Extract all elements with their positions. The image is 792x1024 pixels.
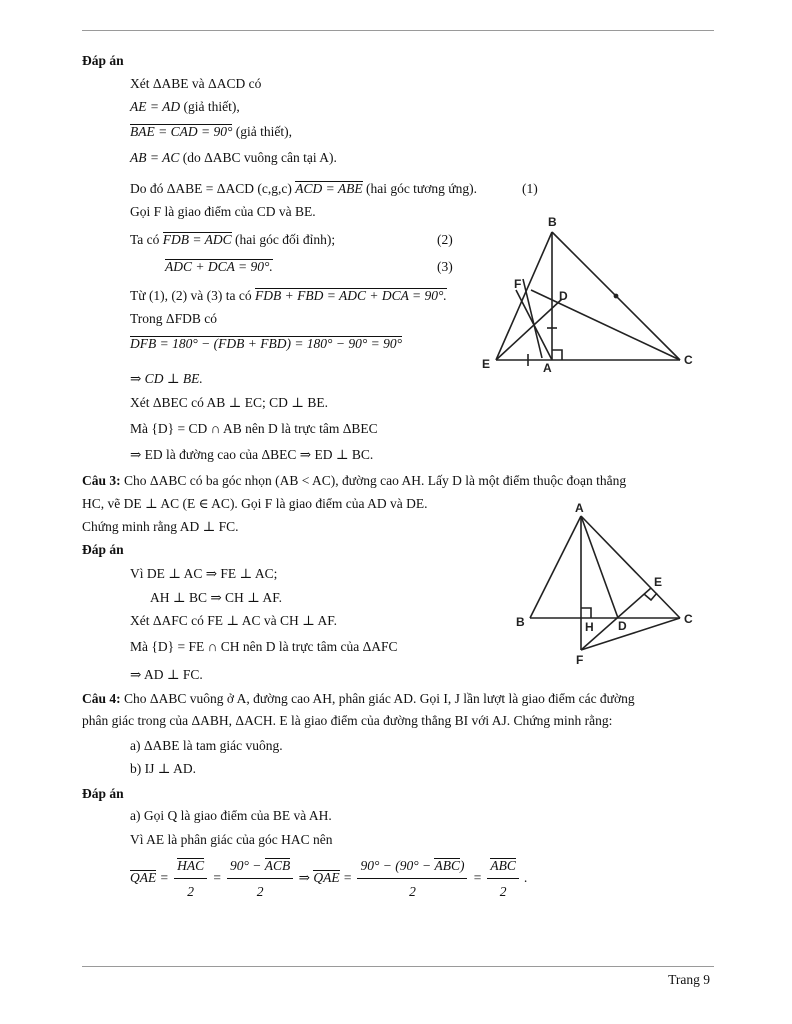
f-eq-3: = [342,870,353,886]
q4-title: Câu 4: [82,691,121,706]
f-eq-4: = [472,870,482,886]
eq-ae-ad: AE = AD [130,99,181,114]
q3-ans-4: Mà {D} = FE ∩ CH nên D là trực tâm của ΔAFC [130,639,398,654]
fig2-label-c: C [684,612,693,626]
q3-line-2: HC, vẽ DE ⊥ AC (E ∈ AC). Gọi F là giao điểm của AD và DE. [82,496,428,511]
f-den-2: 2 [256,884,264,899]
f-implies: ⇒ [298,870,310,886]
eq-angle: ACD = ABE [295,181,363,196]
eq-dfb: DFB = 180° − (FDB + FBD) = 180° − 90° = 90° [130,336,402,351]
eq-adc-dca: ADC + DCA = 90°. [165,259,273,274]
q4-line-1 [82,690,635,708]
answer-heading-1: Đáp án [82,53,124,68]
line-therefore [130,180,477,198]
fig1-label-a: A [543,361,552,375]
q4-ans-2: Vì AE là phân giác của góc HAC nên [130,832,333,847]
line-angles [130,123,292,141]
f-qae: QAE [130,870,157,886]
q4-part-b: b) IJ ⊥ AD. [130,761,196,776]
f-close: ) [459,858,465,873]
f-abc-2: ABC [490,858,516,873]
q3-text-1: Cho ΔABC có ba góc nhọn (AB < AC), đường cao AH. Lấy D là một điểm thuộc đoạn thẳng [124,473,627,488]
fig2-label-e: E [654,575,663,589]
tag-1: (1) [522,181,538,196]
f-frac-4 [487,856,519,902]
line-dfb [130,335,402,353]
line-ab-ac [130,149,337,167]
f-den-3: 2 [409,884,416,899]
note-given-2: (giả thiết), [235,124,292,139]
answer-heading-4: Đáp án [82,786,124,801]
eq-fdb-adc: FDB = ADC [162,232,232,247]
fig1-label-e: E [482,357,491,371]
text-we-have: Ta có [130,232,160,247]
f-dot: . [524,870,528,886]
q3-ans-5: ⇒ AD ⊥ FC. [130,667,203,682]
f-frac-1 [174,856,207,902]
q3-ans-2: AH ⊥ BC ⇒ CH ⊥ AF. [150,590,283,605]
f-acb: ACB [264,858,291,873]
line-ae-ad [130,98,240,116]
f-num3: 90° − (90° − [360,858,435,873]
answer-heading-3: Đáp án [82,542,124,557]
figure-triangle-abc [508,500,706,670]
q4-text-1: Cho ΔABC vuông ở A, đường cao AH, phân giác AD. Gọi I, J lần lượt là giao điểm các đường [124,691,635,706]
f-num2: 90° − [230,858,265,873]
f-qae-2: QAE [313,870,340,886]
line-let-f: Gọi F là giao điểm của CD và BE. [130,204,316,219]
f-eq-1: = [159,870,169,886]
f-den-4: 2 [499,884,507,899]
f-eq-2: = [212,870,222,886]
q4-line-2: phân giác trong của ΔABH, ΔACH. E là giao điểm của đường thẳng BI với AJ. Chứng minh rằng: [82,713,613,728]
f-hac: HAC [177,858,205,873]
note-corresponding: (hai góc tương ứng). [365,181,477,196]
fig1-label-c: C [684,353,693,367]
text-from: Từ (1), (2) và (3) ta có [130,288,252,303]
note-given: (giả thiết), [183,99,240,114]
fig2-label-h: H [585,620,594,634]
line-conclusion: ⇒ ED là đường cao của ΔBEC ⇒ ED ⊥ BC. [130,447,374,462]
eq-angles: BAE = CAD = 90° [130,124,233,139]
fig1-label-b: B [548,215,557,229]
bottom-rule [82,966,714,967]
q4-part-a: a) ΔABE là tam giác vuông. [130,738,283,753]
q3-title: Câu 3: [82,473,121,488]
line-adc-dca [165,258,273,276]
f-abc: ABC [434,858,460,873]
figure-triangle-bec [476,210,698,380]
page-number: Trang 9 [668,972,710,987]
q3-line-3: Chứng minh rằng AD ⊥ FC. [82,519,239,534]
note-isosceles: (do ΔABC vuông cân tại A). [182,150,337,165]
line-consider: Xét ΔABE và ΔACD có [130,76,262,91]
line-cd-perp [130,370,203,388]
line-consider-bec: Xét ΔBEC có AB ⊥ EC; CD ⊥ BE. [130,395,328,410]
fig2-label-f: F [576,653,584,667]
fig2-label-b: B [516,615,525,629]
formula-qae [130,856,528,902]
f-den-1: 2 [187,884,194,899]
eq-cd-perp: ⇒ CD ⊥ BE. [130,371,203,386]
f-frac-2 [227,856,293,902]
line-but: Mà {D} = CD ∩ AB nên D là trực tâm ΔBEC [130,421,378,436]
top-rule [82,30,714,31]
line-in-tri: Trong ΔFDB có [130,311,217,326]
tag-2: (2) [437,232,453,247]
fig2-label-d: D [618,619,627,633]
line-fdb-adc [130,231,335,249]
tag-3: (3) [437,259,453,274]
q3-ans-3: Xét ΔAFC có FE ⊥ AC và CH ⊥ AF. [130,613,338,628]
eq-ab-ac: AB = AC [130,150,180,165]
fig1-label-d: D [559,289,568,303]
line-from [130,287,447,305]
q3-line-1 [82,472,626,490]
eq-sum: FDB + FBD = ADC + DCA = 90°. [255,288,447,303]
q3-ans-1: Vì DE ⊥ AC ⇒ FE ⊥ AC; [130,566,278,581]
fig1-label-f: F [514,277,522,291]
note-vertical: (hai góc đối đỉnh); [235,232,336,247]
fig2-label-a: A [575,501,584,515]
text-therefore: Do đó ΔABE = ΔACD (c,g,c) [130,181,292,196]
q4-ans-1: a) Gọi Q là giao điểm của BE và AH. [130,808,332,823]
f-frac-3 [357,856,467,902]
